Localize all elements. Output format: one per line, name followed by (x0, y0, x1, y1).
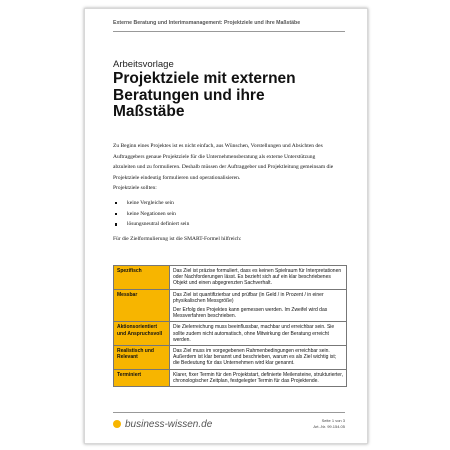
smart-description: Das Ziel ist präzise formuliert, dass es keinen Spielraum für Interpretationen oder Nachforderungen lässt. Es bezieht sich auf ein klar beschriebenes Objekt und einen abgegrenzten Sachverhalt. (170, 266, 347, 290)
table-row (114, 346, 347, 370)
smart-intro: Für die Zielformulierung ist die SMART-Formel hilfreich: (113, 235, 242, 242)
smart-description: Das Ziel ist quantifizierbar und prüfbar (in Geld / in Prozent / in einer physikalischen Messgröße) Der Erfolg des Projektes kann gemessen werden. Im Zweifel wird das Messverfahren beschrieben. (170, 289, 347, 322)
lead-paragraph: Projektziele sollten: (113, 185, 157, 192)
logo-dot-icon (113, 420, 121, 428)
bullet-icon (115, 223, 117, 225)
page-info (313, 418, 345, 430)
smart-key: Messbar (114, 289, 170, 322)
intro-paragraph: Zu Beginn eines Projektes ist es nicht einfach, aus Wünschen, Vorstellungen und Absichten des Auftraggebers genaue Projektziele für die Unternehmensberatung als externe Unterstützung abzuleiten und zu formulieren. Deshalb müssen der Auftraggeber und Projektleitung gemeinsam die Projektziele eindeutig formulieren und operationalisieren. (113, 143, 334, 181)
criteria-list (113, 198, 337, 230)
document-title: Projektziele mit externen Beratungen und ihre Maßstäbe (113, 70, 296, 120)
smart-description: Das Ziel muss im vorgegebenen Rahmenbedingungen erreichbar sein. Außerdem ist klar benannt und beschrieben, warum es als Ziel wichtig ist; die Bedeutung für das Unternehmen wird klar genannt. (170, 346, 347, 370)
table-row (114, 322, 347, 346)
smart-key: Spezifisch (114, 266, 170, 290)
table-row (114, 266, 347, 290)
brand-logo: business-wissen.de (113, 419, 212, 430)
bullet-icon (115, 202, 117, 204)
page-number: Seite 1 von 3 (321, 418, 345, 423)
list-item: keine Negationen sein (113, 209, 337, 220)
smart-description: Klarer, fixer Termin für den Projektstart, definierte Meilensteine, strukturierter, chronologischer Zeitplan, festgelegter Termin für das Projektende. (170, 369, 347, 386)
footer-divider (113, 412, 345, 413)
document-kicker: Arbeitsvorlage (113, 59, 174, 70)
bullet-icon (115, 213, 117, 215)
smart-key: Realistisch und Relevant (114, 346, 170, 370)
list-item: keine Vergleiche sein (113, 198, 337, 209)
table-row (114, 369, 347, 386)
list-item: lösungsneutral definiert sein (113, 219, 337, 230)
smart-table (113, 265, 347, 387)
document-page (84, 8, 368, 444)
smart-key: Aktionsorientiert und Anspruchsvoll (114, 322, 170, 346)
article-number: Art.-Nr. 99.154.05 (313, 424, 345, 429)
header-divider (113, 31, 345, 32)
body-text (113, 141, 337, 244)
smart-description: Die Zielerreichung muss beeinflussbar, machbar und erreichbar sein. Sie sollte zudem nicht automatisch, ohne Mitwirkung der Beratung erreicht werden. (170, 322, 347, 346)
smart-key: Terminiert (114, 369, 170, 386)
table-row (114, 289, 347, 322)
running-header: Externe Beratung und Interimsmanagement: Projektziele und ihre Maßstäbe (113, 20, 301, 26)
